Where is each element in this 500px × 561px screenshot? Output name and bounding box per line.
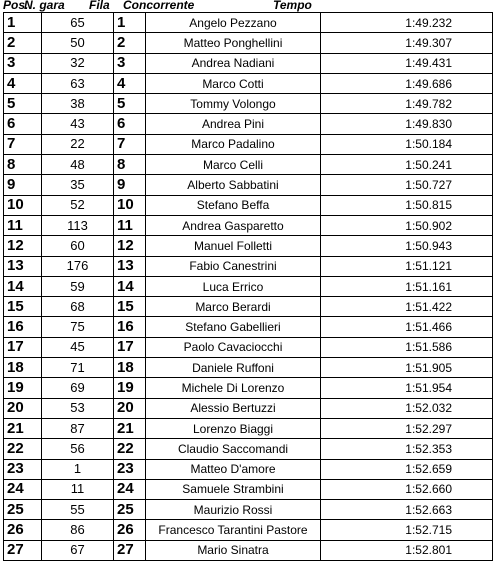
cell-grid-row: 26: [114, 520, 146, 540]
cell-grid-row: 21: [114, 418, 146, 438]
cell-grid-row: 25: [114, 500, 146, 520]
cell-driver-name: Francesco Tarantini Pastore: [146, 520, 321, 540]
cell-race-number: 176: [42, 256, 114, 276]
table-row: [4, 256, 493, 276]
cell-driver-name: Luca Errico: [146, 276, 321, 296]
cell-grid-row: 11: [114, 215, 146, 235]
cell-grid-row: 24: [114, 479, 146, 499]
cell-lap-time: 1:52.353: [321, 439, 493, 459]
cell-driver-name: Andrea Nadiani: [146, 53, 321, 73]
cell-lap-time: 1:52.801: [321, 540, 493, 560]
cell-lap-time: 1:49.782: [321, 94, 493, 114]
cell-lap-time: 1:51.121: [321, 256, 493, 276]
header-race-number: N. gara: [24, 0, 65, 12]
cell-position: 14: [4, 276, 42, 296]
table-row: [4, 155, 493, 175]
cell-position: 21: [4, 418, 42, 438]
cell-race-number: 50: [42, 33, 114, 53]
cell-position: 25: [4, 500, 42, 520]
table-row: [4, 73, 493, 93]
cell-race-number: 35: [42, 175, 114, 195]
cell-driver-name: Stefano Gabellieri: [146, 317, 321, 337]
cell-lap-time: 1:49.686: [321, 73, 493, 93]
cell-race-number: 69: [42, 378, 114, 398]
cell-driver-name: Alessio Bertuzzi: [146, 398, 321, 418]
table-row: [4, 215, 493, 235]
cell-grid-row: 9: [114, 175, 146, 195]
cell-grid-row: 27: [114, 540, 146, 560]
cell-race-number: 65: [42, 13, 114, 33]
cell-position: 15: [4, 297, 42, 317]
results-body: [4, 13, 493, 561]
cell-position: 24: [4, 479, 42, 499]
cell-race-number: 45: [42, 337, 114, 357]
cell-position: 13: [4, 256, 42, 276]
header-grid-row: Fila: [89, 0, 110, 12]
table-row: [4, 378, 493, 398]
header-pos: Pos.: [3, 0, 29, 12]
cell-grid-row: 2: [114, 33, 146, 53]
cell-driver-name: Alberto Sabbatini: [146, 175, 321, 195]
cell-position: 3: [4, 53, 42, 73]
cell-race-number: 56: [42, 439, 114, 459]
cell-driver-name: Marco Padalino: [146, 134, 321, 154]
cell-race-number: 53: [42, 398, 114, 418]
cell-race-number: 67: [42, 540, 114, 560]
cell-position: 23: [4, 459, 42, 479]
cell-driver-name: Michele Di Lorenzo: [146, 378, 321, 398]
cell-lap-time: 1:50.902: [321, 215, 493, 235]
table-row: [4, 53, 493, 73]
cell-lap-time: 1:51.954: [321, 378, 493, 398]
cell-position: 2: [4, 33, 42, 53]
cell-grid-row: 17: [114, 337, 146, 357]
cell-driver-name: Paolo Cavaciocchi: [146, 337, 321, 357]
cell-race-number: 87: [42, 418, 114, 438]
cell-grid-row: 18: [114, 358, 146, 378]
cell-race-number: 75: [42, 317, 114, 337]
cell-position: 18: [4, 358, 42, 378]
cell-lap-time: 1:49.431: [321, 53, 493, 73]
cell-grid-row: 1: [114, 13, 146, 33]
table-row: [4, 297, 493, 317]
cell-position: 22: [4, 439, 42, 459]
cell-race-number: 60: [42, 236, 114, 256]
cell-lap-time: 1:51.161: [321, 276, 493, 296]
table-row: [4, 33, 493, 53]
table-row: [4, 276, 493, 296]
cell-position: 11: [4, 215, 42, 235]
cell-grid-row: 15: [114, 297, 146, 317]
cell-driver-name: Stefano Beffa: [146, 195, 321, 215]
cell-lap-time: 1:50.815: [321, 195, 493, 215]
cell-position: 7: [4, 134, 42, 154]
cell-driver-name: Marco Celli: [146, 155, 321, 175]
cell-grid-row: 20: [114, 398, 146, 418]
cell-race-number: 59: [42, 276, 114, 296]
cell-race-number: 11: [42, 479, 114, 499]
table-row: [4, 398, 493, 418]
cell-race-number: 55: [42, 500, 114, 520]
cell-position: 9: [4, 175, 42, 195]
cell-grid-row: 14: [114, 276, 146, 296]
table-row: [4, 358, 493, 378]
cell-lap-time: 1:50.184: [321, 134, 493, 154]
cell-grid-row: 7: [114, 134, 146, 154]
header-driver: Concorrente: [123, 0, 195, 12]
cell-driver-name: Manuel Folletti: [146, 236, 321, 256]
cell-lap-time: 1:50.943: [321, 236, 493, 256]
cell-grid-row: 19: [114, 378, 146, 398]
cell-race-number: 43: [42, 114, 114, 134]
table-row: [4, 13, 493, 33]
header-time: Tempo: [273, 0, 312, 12]
cell-grid-row: 13: [114, 256, 146, 276]
header-row: [0, 0, 500, 12]
table-row: [4, 94, 493, 114]
cell-driver-name: Daniele Ruffoni: [146, 358, 321, 378]
cell-position: 5: [4, 94, 42, 114]
cell-race-number: 63: [42, 73, 114, 93]
cell-driver-name: Marco Berardi: [146, 297, 321, 317]
table-row: [4, 175, 493, 195]
cell-grid-row: 16: [114, 317, 146, 337]
cell-grid-row: 3: [114, 53, 146, 73]
cell-position: 16: [4, 317, 42, 337]
table-row: [4, 459, 493, 479]
cell-race-number: 68: [42, 297, 114, 317]
cell-lap-time: 1:51.466: [321, 317, 493, 337]
table-row: [4, 317, 493, 337]
cell-grid-row: 4: [114, 73, 146, 93]
cell-lap-time: 1:51.586: [321, 337, 493, 357]
cell-driver-name: Angelo Pezzano: [146, 13, 321, 33]
cell-driver-name: Maurizio Rossi: [146, 500, 321, 520]
cell-position: 20: [4, 398, 42, 418]
table-row: [4, 418, 493, 438]
cell-lap-time: 1:50.727: [321, 175, 493, 195]
table-row: [4, 540, 493, 560]
cell-race-number: 38: [42, 94, 114, 114]
cell-lap-time: 1:52.032: [321, 398, 493, 418]
cell-race-number: 22: [42, 134, 114, 154]
cell-lap-time: 1:51.905: [321, 358, 493, 378]
cell-race-number: 52: [42, 195, 114, 215]
cell-position: 10: [4, 195, 42, 215]
cell-lap-time: 1:52.297: [321, 418, 493, 438]
table-row: [4, 114, 493, 134]
cell-position: 6: [4, 114, 42, 134]
cell-lap-time: 1:52.659: [321, 459, 493, 479]
cell-position: 27: [4, 540, 42, 560]
cell-grid-row: 6: [114, 114, 146, 134]
cell-driver-name: Mario Sinatra: [146, 540, 321, 560]
cell-race-number: 1: [42, 459, 114, 479]
table-row: [4, 500, 493, 520]
results-table: [3, 12, 493, 561]
table-row: [4, 479, 493, 499]
cell-driver-name: Fabio Canestrini: [146, 256, 321, 276]
cell-driver-name: Marco Cotti: [146, 73, 321, 93]
table-row: [4, 520, 493, 540]
cell-lap-time: 1:49.232: [321, 13, 493, 33]
cell-race-number: 48: [42, 155, 114, 175]
cell-grid-row: 12: [114, 236, 146, 256]
cell-driver-name: Claudio Saccomandi: [146, 439, 321, 459]
cell-lap-time: 1:49.307: [321, 33, 493, 53]
cell-grid-row: 8: [114, 155, 146, 175]
cell-grid-row: 23: [114, 459, 146, 479]
cell-position: 12: [4, 236, 42, 256]
cell-lap-time: 1:52.660: [321, 479, 493, 499]
table-row: [4, 236, 493, 256]
cell-position: 26: [4, 520, 42, 540]
cell-driver-name: Andrea Gasparetto: [146, 215, 321, 235]
cell-race-number: 32: [42, 53, 114, 73]
cell-grid-row: 10: [114, 195, 146, 215]
cell-race-number: 113: [42, 215, 114, 235]
cell-driver-name: Tommy Volongo: [146, 94, 321, 114]
cell-lap-time: 1:51.422: [321, 297, 493, 317]
cell-position: 1: [4, 13, 42, 33]
cell-driver-name: Matteo D'amore: [146, 459, 321, 479]
cell-driver-name: Matteo Ponghellini: [146, 33, 321, 53]
cell-race-number: 86: [42, 520, 114, 540]
cell-driver-name: Andrea Pini: [146, 114, 321, 134]
cell-position: 17: [4, 337, 42, 357]
table-row: [4, 134, 493, 154]
cell-lap-time: 1:52.663: [321, 500, 493, 520]
cell-race-number: 71: [42, 358, 114, 378]
cell-lap-time: 1:49.830: [321, 114, 493, 134]
table-row: [4, 195, 493, 215]
cell-position: 19: [4, 378, 42, 398]
cell-grid-row: 22: [114, 439, 146, 459]
cell-driver-name: Samuele Strambini: [146, 479, 321, 499]
cell-driver-name: Lorenzo Biaggi: [146, 418, 321, 438]
cell-lap-time: 1:50.241: [321, 155, 493, 175]
cell-position: 8: [4, 155, 42, 175]
cell-lap-time: 1:52.715: [321, 520, 493, 540]
table-row: [4, 439, 493, 459]
cell-position: 4: [4, 73, 42, 93]
table-row: [4, 337, 493, 357]
cell-grid-row: 5: [114, 94, 146, 114]
